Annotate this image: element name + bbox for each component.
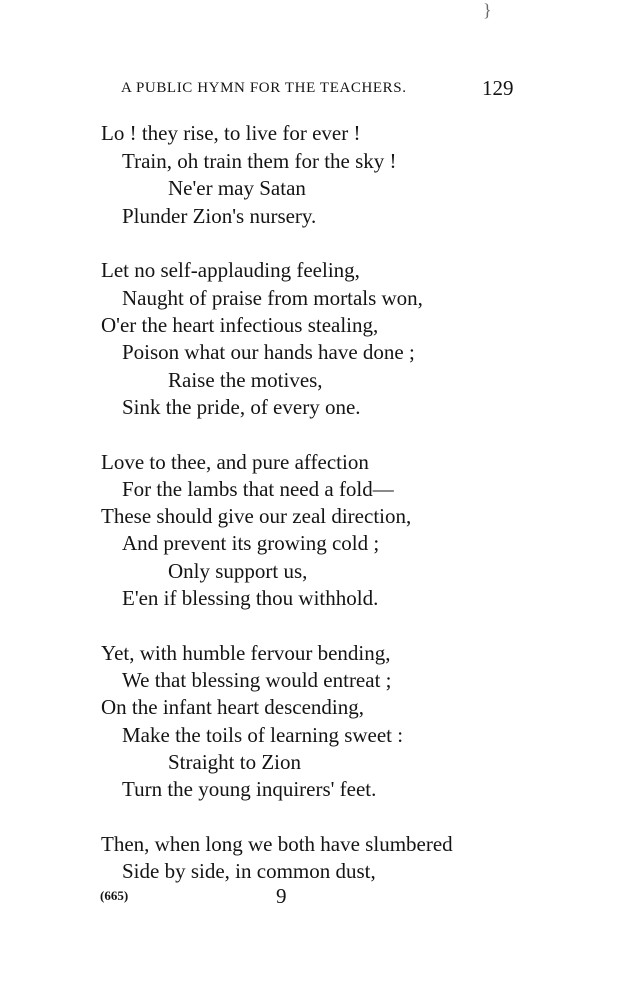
verse-line: Then, when long we both have slumbered	[101, 832, 453, 856]
signature-code: (665)	[100, 888, 129, 903]
verse-line: Naught of praise from mortals won,	[122, 286, 423, 310]
running-head: A PUBLIC HYMN FOR THE TEACHERS.	[121, 80, 407, 96]
verse-line: Let no self-applauding feeling,	[101, 258, 360, 282]
verse-line: Turn the young inquirers' feet.	[122, 777, 377, 801]
verse-line: Straight to Zion	[168, 750, 301, 774]
page-footer	[0, 884, 633, 912]
corner-mark: }	[483, 0, 492, 20]
page-header	[0, 76, 633, 106]
verse-line: And prevent its growing cold ;	[122, 531, 380, 555]
verse-line: Plunder Zion's nursery.	[122, 204, 317, 228]
verse-line: O'er the heart infectious stealing,	[101, 313, 379, 337]
verse-line: E'en if blessing thou withhold.	[122, 586, 379, 610]
verse-line: Side by side, in common dust,	[122, 859, 376, 883]
verse-line: Yet, with humble fervour bending,	[101, 641, 391, 665]
verse-line: Lo ! they rise, to live for ever !	[101, 121, 361, 145]
verse-line: On the infant heart descending,	[101, 695, 364, 719]
verse-line: Raise the motives,	[168, 368, 323, 392]
verse-line: Only support us,	[168, 559, 308, 583]
verse-line: Train, oh train them for the sky !	[122, 149, 397, 173]
verse-line: Love to thee, and pure affection	[101, 450, 369, 474]
verse-line: Make the toils of learning sweet :	[122, 723, 404, 747]
page-number: 129	[482, 76, 514, 100]
signature-mark: 9	[276, 884, 287, 908]
verse-line: We that blessing would entreat ;	[122, 668, 392, 692]
verse-line: Sink the pride, of every one.	[122, 395, 361, 419]
verse-line: Ne'er may Satan	[168, 176, 306, 200]
verse-line: For the lambs that need a fold—	[122, 477, 394, 501]
verse-line: Poison what our hands have done ;	[122, 340, 415, 364]
verse-line: These should give our zeal direction,	[101, 504, 412, 528]
